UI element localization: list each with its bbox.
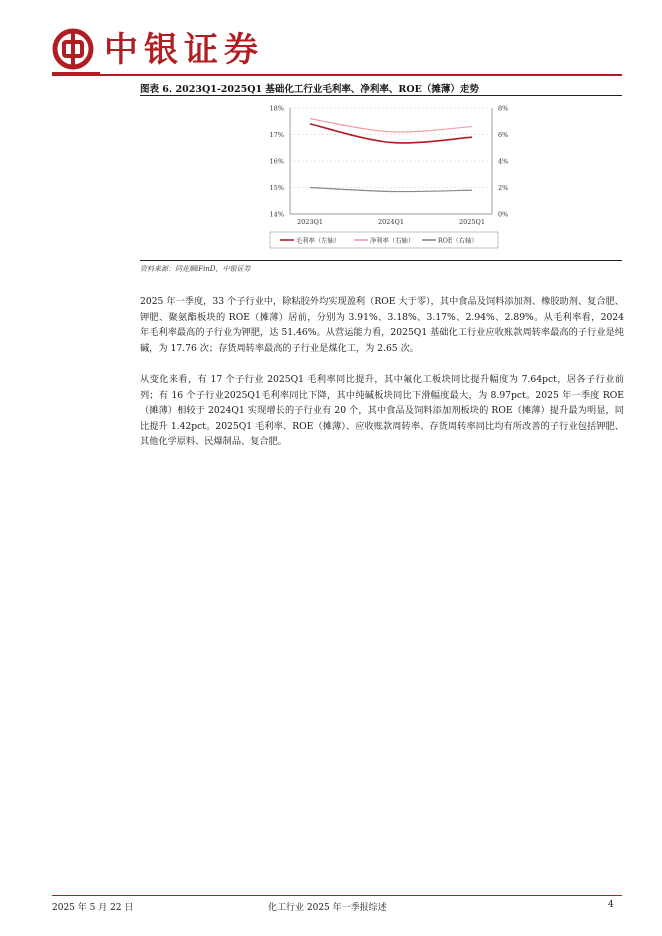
bank-of-china-logo-icon — [52, 28, 94, 70]
x-axis-tick-label: 2023Q1 — [296, 218, 324, 226]
right-axis-tick-label: 8% — [498, 104, 509, 113]
series-line-0 — [310, 124, 472, 143]
right-axis-tick-label: 0% — [498, 210, 509, 219]
paragraph-yoy-change: 从变化来看，有 17 个子行业 2025Q1 毛利率同比提升，其中氟化工板块同比提升幅度为 7.64pct，居各子行业前列；有 16 个子行业2025Q1毛利率同比下降，其中纯碱板块同比下滑幅度最大，为 8.97pct。2025 年一季度 ROE（摊薄）相较于 2024Q1 实现增长的子行业有 20 个，其中食品及饲料添加剂板块的 ROE（摊薄）提升最为明显，同比提升 1.42pct。2025Q1 毛利率、ROE（摊薄）、应收账款周转率、存货周转率同比均有所改善的子行业包括钾肥、其他化学原料、民爆制品、复合肥。 — [140, 374, 624, 447]
x-axis-tick-label: 2024Q1 — [377, 218, 405, 226]
legend-label: ROE（右轴） — [438, 237, 478, 245]
paragraph-q1-summary: 2025 年一季度，33 个子行业中，除粘胶外均实现盈利（ROE 大于零），其中食品及饲料添加剂、橡胶助剂、复合肥、钾肥、聚氨酯板块的 ROE（摊薄）居前，分别为 3.91%、3.18%、3.17%、2.94%、2.89%。从毛利率看，2024 年毛利率最高的子行业为钾肥，达 51.46%。从营运能力看，2025Q1 基础化工行业应收账款周转率最高的子行业是纯碱，为 17.76 次；存货周转率最高的子行业是煤化工，为 2.65 次。 — [140, 296, 624, 354]
brand-name: 中银证券 — [104, 30, 264, 70]
right-axis-tick-label: 2% — [498, 184, 509, 192]
series-line-2 — [310, 188, 472, 192]
x-axis-tick-label: 2025Q1 — [458, 218, 486, 226]
left-axis-tick-label: 16% — [269, 157, 284, 166]
right-axis-tick-label: 6% — [498, 131, 509, 139]
footer-divider — [52, 895, 622, 896]
legend-label: 净利率（右轴） — [370, 237, 415, 245]
figure-source: 资料来源：同花顺iFinD，中银证券 — [140, 265, 251, 273]
figure-bottom-rule — [140, 260, 622, 261]
header — [52, 26, 612, 76]
header-divider — [52, 74, 622, 76]
footer-date: 2025 年 5 月 22 日 — [52, 903, 134, 913]
left-axis-tick-label: 17% — [269, 131, 284, 139]
page-number: 4 — [608, 900, 614, 910]
legend-label: 毛利率（左轴） — [296, 237, 341, 245]
trend-line-chart — [140, 98, 622, 258]
right-axis-tick-label: 4% — [498, 157, 509, 166]
left-axis-tick-label: 14% — [269, 210, 284, 219]
left-axis-tick-label: 18% — [269, 104, 284, 113]
footer-report-title: 化工行业 2025 年一季报综述 — [268, 903, 387, 913]
left-axis-tick-label: 15% — [269, 184, 284, 192]
figure-title: 图表 6. 2023Q1-2025Q1 基础化工行业毛利率、净利率、ROE（摊薄）走势 — [140, 84, 479, 95]
figure-top-rule — [140, 95, 622, 96]
